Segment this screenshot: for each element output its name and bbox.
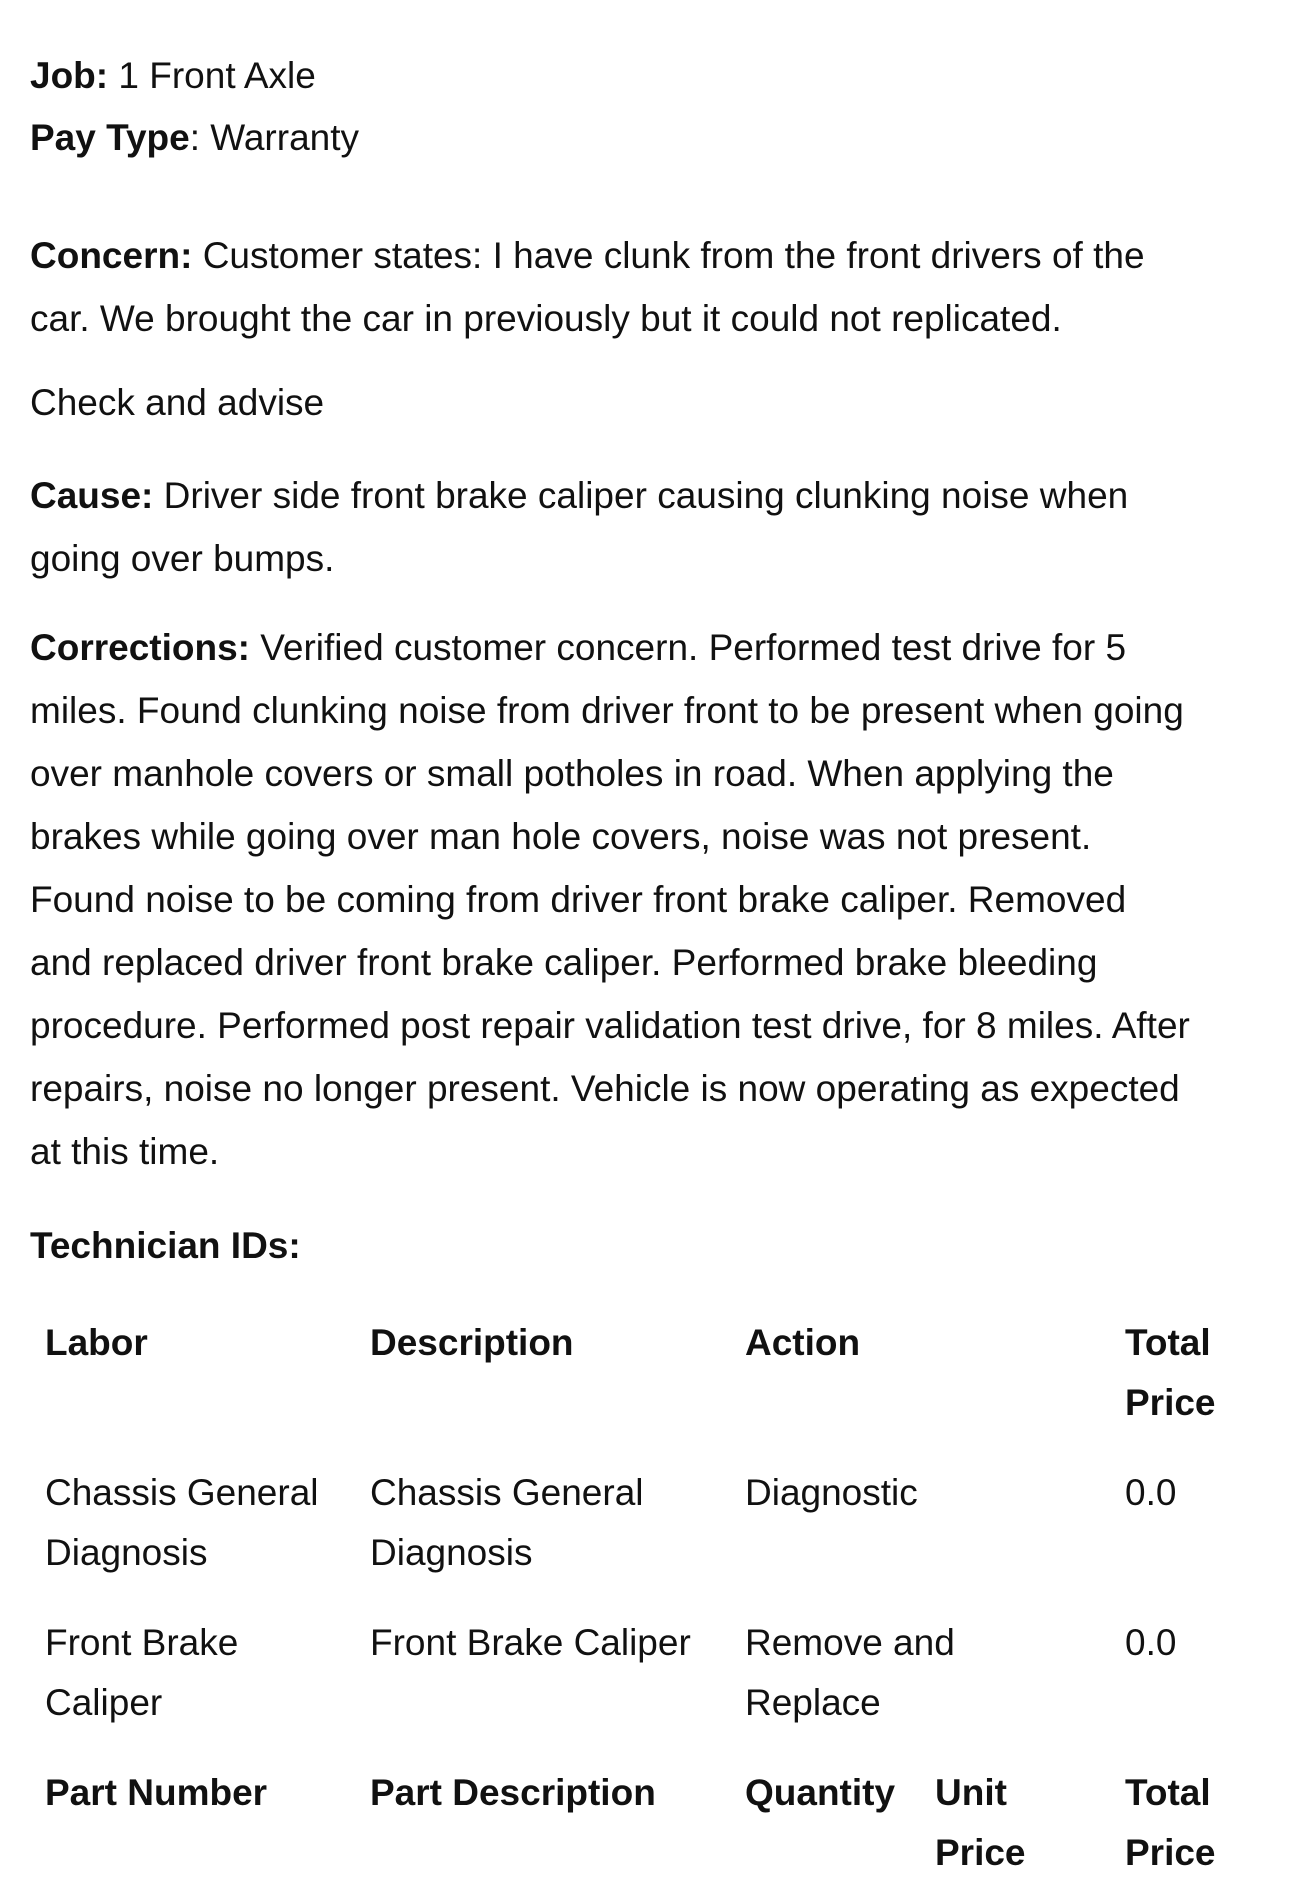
cause-field [30,464,1260,590]
corrections-line-3: over manhole covers or small potholes in road. When applying the [30,753,1114,794]
concern-field [30,224,1260,350]
job-value: 1 Front Axle [118,55,316,96]
corrections-label: Corrections: [30,627,250,668]
pay-type-field [30,106,1260,169]
header-description: Description [370,1322,574,1363]
description-cell: Front Brake Caliper [370,1622,691,1663]
header-part-description: Part Description [370,1772,656,1813]
total-price-cell: 0.0 [1125,1622,1177,1663]
corrections-line-5: Found noise to be coming from driver front brake caliper. Removed [30,879,1127,920]
concern-line-1: Concern: Customer states: I have clunk from the front drivers of the [30,235,1145,276]
labor-cell: Chassis General Diagnosis [45,1472,319,1573]
check-and-advise-text: Check and advise [30,382,325,423]
job-label: Job: [30,55,109,96]
corrections-line-6: and replaced driver front brake caliper. Performed brake bleeding [30,942,1098,983]
corrections-line-9: at this time. [30,1131,220,1172]
description-cell: Chassis General Diagnosis [370,1472,644,1573]
pay-type-value: : Warranty [189,117,359,158]
action-cell: Diagnostic [745,1472,918,1513]
corrections-field [30,616,1260,1183]
total-price-cell: 0.0 [1125,1472,1177,1513]
corrections-line-1: Corrections: Verified customer concern. Performed test drive for 5 [30,627,1127,668]
corrections-line-7: procedure. Performed post repair validation test drive, for 8 miles. After [30,1005,1190,1046]
action-cell: Remove and Replace [745,1622,955,1723]
header-total-price: Total Price [1125,1322,1216,1423]
cause-line-1: Cause: Driver side front brake caliper causing clunking noise when [30,475,1129,516]
header-part-number: Part Number [45,1772,268,1813]
clipped-section-heading [30,0,40,8]
concern-label: Concern: [30,235,193,276]
cause-label: Cause: [30,475,154,516]
header-parts-total-price: Total Price [1125,1772,1216,1873]
header-labor: Labor [45,1322,148,1363]
cause-line-2: going over bumps. [30,538,335,579]
concern-line-2: car. We brought the car in previously but it could not replicated. [30,298,1062,339]
header-quantity: Quantity [745,1772,896,1813]
corrections-line-2: miles. Found clunking noise from driver front to be present when going [30,690,1184,731]
header-action: Action [745,1322,861,1363]
corrections-line-4: brakes while going over man hole covers, noise was not present. [30,816,1092,857]
technician-ids-label: Technician IDs: [30,1225,301,1266]
pay-type-label: Pay Type [30,117,190,158]
header-unit-price: Unit Price [935,1772,1026,1873]
job-field [30,44,1260,107]
corrections-line-8: repairs, noise no longer present. Vehicle is now operating as expected [30,1068,1180,1109]
labor-cell: Front Brake Caliper [45,1622,239,1723]
